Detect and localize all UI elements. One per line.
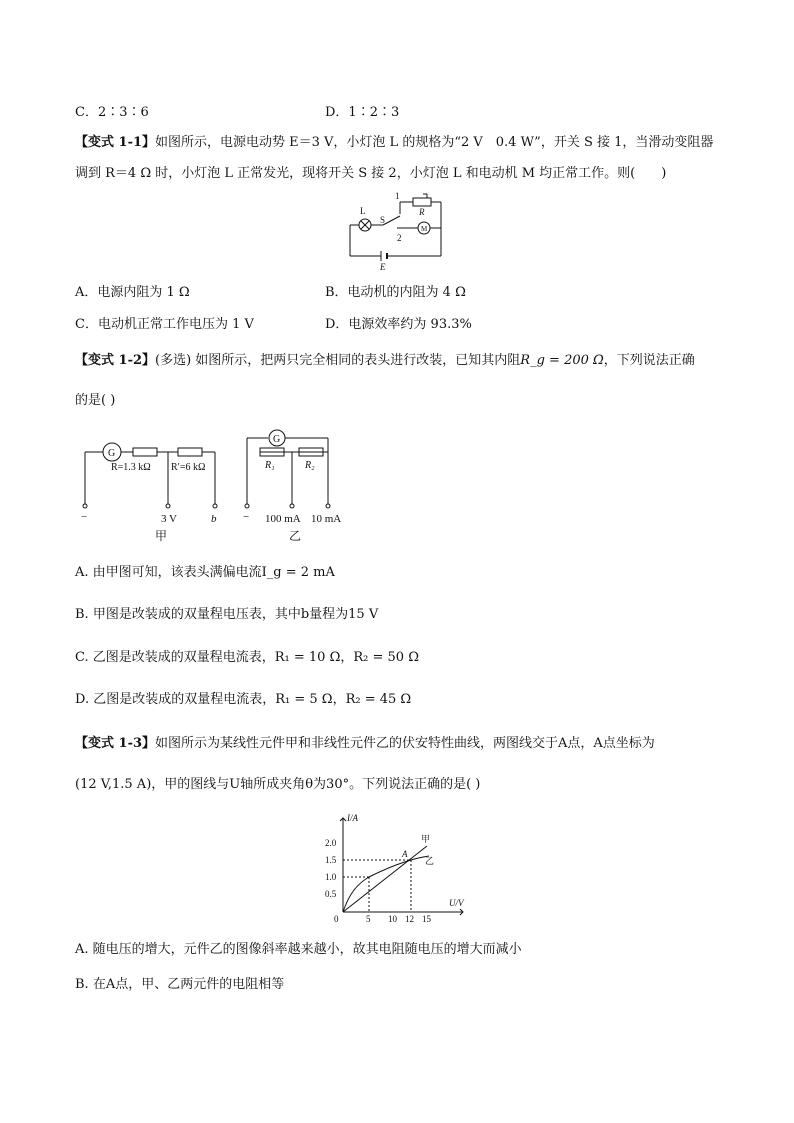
x-axis-label: U/V [449,898,464,908]
x-tick-10: 10 [388,914,397,924]
question-label: 【变式 1-3】 [75,736,156,751]
series-jia-label: 甲 [421,834,431,844]
y-axis-label: I/A [347,813,358,823]
switch-terminal-1: 1 [395,191,400,201]
galvanometer-yi-label: G [273,434,281,445]
question-text: 如图所示，电源电动势 E＝3 V，小灯泡 L 的规格为“2 V 0.4 W”，开关 S 接 1，当滑动变阻器 [155,135,714,150]
question-label: 【变式 1-2】 [75,353,156,368]
terminal-minus-yi: − [243,511,250,523]
q12-option-d: D. 乙图是改装成的双量程电流表，R₁ = 5 Ω，R₂ = 45 Ω [75,692,412,707]
q13-option-b: B. 在A点，甲、乙两元件的电阻相等 [75,977,285,992]
q12-option-a: A. 由甲图可知，该表头满偏电流I_g = 2 mA [75,565,335,580]
terminal-100ma: 100 mA [265,513,301,525]
rheostat-label: R [419,207,425,217]
q11-option-d: D．电源效率约为 93.3% [325,317,472,332]
battery-label: E [380,262,386,272]
iv-characteristic-graph [325,812,475,924]
terminal-b: b [211,513,217,525]
switch-terminal-2: 2 [397,233,402,243]
y-tick-1-0: 1.0 [325,872,337,882]
rg-expression: R_g = 200 Ω [520,353,604,368]
x-tick-12: 12 [405,914,414,924]
question-label: 【变式 1-1】 [75,135,156,150]
caption-yi: 乙 [289,529,302,543]
origin-label: 0 [334,914,339,924]
series-yi-label: 乙 [425,856,435,866]
caption-jia: 甲 [155,529,168,543]
question-text-tail: ，下列说法正确 [603,353,695,368]
question-text: 如图所示为某线性元件甲和非线性元件乙的伏安特性曲线，两图线交于A点，A点坐标为 [155,736,655,751]
q11-option-c: C．电动机正常工作电压为 1 V [75,317,254,332]
lamp-label: L [360,206,366,216]
galvanometer-jia-label: G [108,448,116,459]
y-tick-0-5: 0.5 [325,889,337,899]
q11-option-b: B．电动机的内阻为 4 Ω [325,285,466,300]
x-tick-15: 15 [422,914,431,924]
y-tick-2-0: 2.0 [325,838,337,848]
question-1-1-line1 [75,134,713,152]
q11-option-a: A．电源内阻为 1 Ω [75,285,190,300]
resistor-r-prime-label: R′=6 kΩ [171,462,206,473]
resistor-r2-label: R₂ [305,460,315,471]
x-tick-5: 5 [366,914,371,924]
q12-option-b: B. 甲图是改装成的双量程电压表，其中b量程为15 V [75,607,379,622]
question-1-3-line1 [75,735,655,753]
switch-label: S [380,215,386,225]
question-1-2-line2: 的是( ) [75,393,116,408]
resistor-r-label: R=1.3 kΩ [111,462,151,473]
meter-conversion-diagram [75,428,365,546]
point-a-label: A [402,849,408,859]
question-1-1-line2: 调到 R＝4 Ω 时，小灯泡 L 正常发光，现将开关 S 接 2，小灯泡 L 和电动机 M 均正常工作。则( ) [75,166,667,181]
option-d-prev: D．1∶2∶3 [325,105,400,120]
resistor-r1-label: R₁ [265,460,275,471]
terminal-minus-jia: − [81,511,88,523]
question-text: (多选) 如图所示，把两只完全相同的表头进行改装，已知其内阻 [155,353,521,368]
q12-option-c: C. 乙图是改装成的双量程电流表，R₁ = 10 Ω，R₂ = 50 Ω [75,650,419,665]
question-1-3-line2: (12 V,1.5 A)，甲的图线与U轴所成夹角θ为30°。下列说法正确的是( ) [75,777,481,792]
motor-label: M [421,225,428,233]
circuit-diagram-1-1 [345,190,450,272]
q13-option-a: A. 随电压的增大，元件乙的图像斜率越来越小，故其电阻随电压的增大而减小 [75,942,522,957]
question-1-2-line1 [75,352,695,370]
terminal-10ma: 10 mA [311,513,342,525]
terminal-3v: 3 V [161,513,177,525]
y-tick-1-5: 1.5 [325,855,337,865]
option-c-prev: C．2∶3∶6 [75,105,149,120]
